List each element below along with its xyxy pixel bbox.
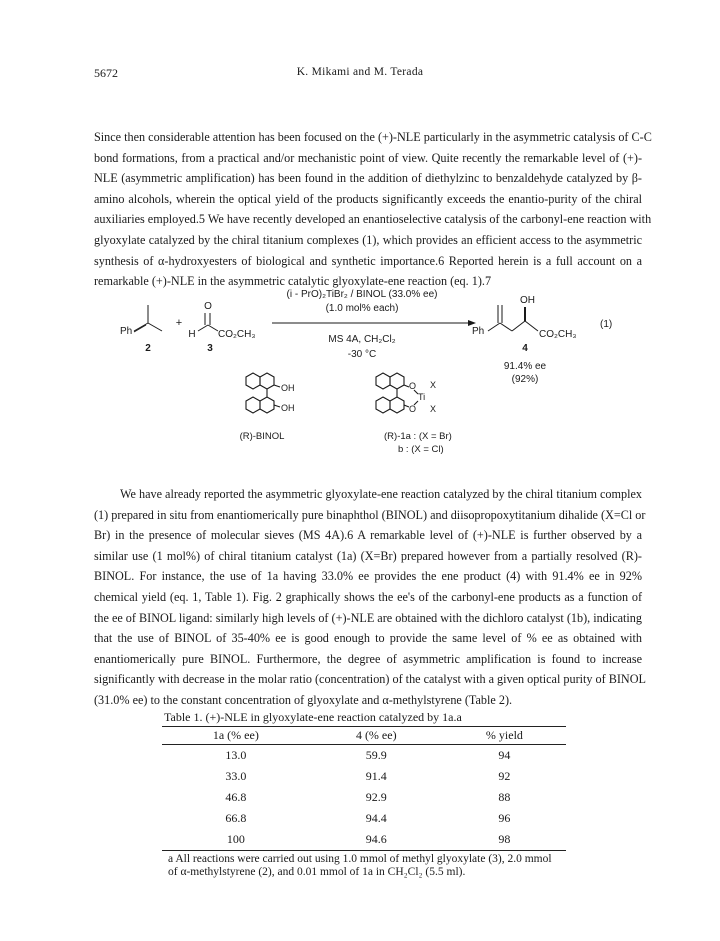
product-yield: (92%): [511, 374, 539, 385]
product-ee: 91.4% ee: [503, 361, 547, 372]
table-cell: 46.8: [225, 790, 247, 804]
paragraph-2-line: enantiomerically pure BINOL. Furthermore, the degree of asymmetric amplification is found to increase: [94, 651, 642, 666]
catalyst-label-b: b : (X = Cl): [398, 444, 444, 455]
table-1-footnote: [168, 853, 566, 879]
reagent-line-2: (1.0 mol% each): [325, 303, 399, 314]
paragraph-2-line: We have already reported the asymmetric glyoxylate-ene reaction catalyzed by the chiral titanium complex: [120, 487, 642, 501]
reactant-glyoxylate: [188, 301, 255, 354]
catalyst-x-2: X: [430, 404, 437, 414]
table-row: [162, 787, 566, 808]
table-row: [162, 808, 566, 829]
product-oh: OH: [520, 295, 535, 306]
binol-label: (R)-BINOL: [239, 431, 285, 442]
product-number: 4: [522, 343, 528, 354]
running-head: K. Mikami and M. Terada: [296, 66, 424, 78]
paragraph-2-line: Br) in the presence of molecular sieves (MS 4A).6 A remarkable level of (+)-NLE is further observed by a: [94, 528, 642, 543]
binol-structure: [246, 373, 280, 413]
table-cell: 98: [443, 829, 566, 851]
product-ester: CO₂CH₃: [539, 329, 577, 340]
reactant-2-o: O: [204, 301, 212, 312]
table-row: [162, 829, 566, 851]
table-header-row: [162, 727, 566, 745]
paragraph-1-line: synthesis of α-hydroxyesters of biological and synthetic importance.6 Reported herein is a full account on a: [94, 253, 642, 268]
table-1-footnote-line: of α-methylstyrene (2), and 0.01 mmol of 1a in CH₂Cl₂ (5.5 ml).: [168, 866, 466, 878]
reactant-2-number: 3: [207, 343, 213, 354]
table-cell: 33.0: [225, 769, 247, 783]
paragraph-1-line: Since then considerable attention has been focused on the (+)-NLE particularly in the asymmetric catalysis of C-C: [94, 130, 652, 144]
table-1-title: Table 1. (+)-NLE in glyoxylate-ene reaction catalyzed by 1a.a: [164, 710, 462, 724]
table-1-footnote-line: a All reactions were carried out using 1.0 mmol of methyl glyoxylate (3), 2.0 mmol: [168, 853, 552, 865]
catalyst-o-2: O: [409, 404, 417, 414]
table-cell: 96: [498, 811, 511, 825]
paragraph-2-line: the ee of BINOL ligand: similarly high levels of (+)-NLE are obtained with the dichloro catalyst (1b), indicating: [94, 610, 642, 625]
table-header-cell: 1a (% ee): [162, 727, 310, 745]
table-row: [162, 766, 566, 787]
table-cell: 59.9: [365, 748, 387, 762]
binol-oh-2: OH: [281, 403, 295, 413]
paragraph-1-line: remarkable (+)-NLE in the asymmetric catalytic glyoxylate-ene reaction (eq. 1).7: [94, 274, 492, 289]
table-cell: 94.4: [365, 811, 387, 825]
paragraph-2-line: that the use of BINOL of 35-40% ee is good enough to provide the same level of % ee as obtained with: [94, 631, 642, 646]
table-1-grid: [162, 726, 566, 851]
reactant-1-number: 2: [145, 343, 151, 354]
paragraph-1: [94, 127, 652, 292]
reactant-2-h: H: [188, 329, 196, 340]
paragraph-2-line: significantly with decrease in the molar ratio (concentration) of the catalyst with a given optical purity of BINOL: [94, 672, 646, 687]
reaction-scheme: [100, 281, 640, 461]
catalyst-o-1: O: [409, 381, 417, 391]
paragraph-2-line: (1) prepared in situ from enantiomerically pure binaphthol (BINOL) and diisopropoxytitanium dihalide (X=Cl or: [94, 507, 646, 522]
binol-oh-1: OH: [281, 383, 295, 393]
reactant-2-ester: CO₂CH₃: [218, 329, 256, 340]
table-1: [162, 710, 566, 879]
table-cell: 88: [498, 790, 511, 804]
table-cell: 92.9: [365, 790, 387, 804]
table-cell: 92: [498, 769, 511, 783]
condition-line-1: MS 4A, CH₂Cl₂: [328, 334, 396, 345]
table-cell: 94.6: [310, 829, 443, 851]
paragraph-2-line: similar use (1 mol%) of chiral titanium catalyst (1a) (X=Br) prepared however from a partially resolved (R)-: [94, 548, 642, 563]
page-number: 5672: [94, 66, 118, 80]
table-cell: 66.8: [225, 811, 247, 825]
table-cell: 94: [498, 748, 511, 762]
table-cell: 91.4: [365, 769, 387, 783]
table-header-cell: % yield: [443, 727, 566, 745]
reactant-methylstyrene: [120, 305, 162, 354]
product-hydroxyester: [472, 295, 576, 385]
catalyst-x-1: X: [430, 380, 437, 390]
table-row: [162, 745, 566, 767]
paragraph-1-line: auxiliaries employed.5 We have recently developed an enantioselective catalysis of the carbonyl-ene reaction with: [94, 212, 652, 227]
table-cell: 100: [162, 829, 310, 851]
paragraph-2-line: (31.0% ee) to the constant concentration of glyoxylate and α-methylstyrene (Table 2).: [94, 692, 513, 707]
catalyst-ti: Ti: [418, 392, 426, 402]
product-ph: Ph: [472, 326, 485, 337]
plus-sign: +: [175, 317, 183, 329]
paragraph-1-line: glyoxylate catalyzed by the chiral titanium complexes (1), which provides an efficient access to the asymmetric: [94, 232, 642, 247]
paragraph-2-line: chemical yield (eq. 1, Table 1). Fig. 2 graphically shows the ee's of the carbonyl-ene products as a function of: [94, 589, 642, 604]
paragraph-1-line: NLE (asymmetric amplification) has been found in the addition of diethylzinc to benzaldehyde catalyzed by β-: [94, 171, 642, 186]
reagent-line-1: (i - PrO)₂TiBr₂ / BINOL (33.0% ee): [286, 289, 438, 300]
catalyst-label-a: (R)-1a : (X = Br): [384, 431, 452, 442]
reactant-1-ph: Ph: [120, 326, 133, 337]
paragraph-1-line: amino alcohols, wherein the optical yield of the products significantly exceeds the enantio-purity of the chiral: [94, 191, 642, 206]
equation-label: (1): [600, 319, 613, 330]
table-header-cell: 4 (% ee): [310, 727, 443, 745]
paragraph-1-line: bond formations, from a practical and/or mechanistic point of view. Quite recently the remarkable level of (+)-: [94, 150, 642, 165]
table-cell: 13.0: [225, 748, 247, 762]
condition-line-2: -30 °C: [347, 349, 377, 360]
paragraph-2-line: BINOL. For instance, the use of 1a having 33.0% ee provides the ene product (4) with 91.4% ee in 92%: [94, 569, 642, 584]
paragraph-2: [94, 484, 646, 711]
